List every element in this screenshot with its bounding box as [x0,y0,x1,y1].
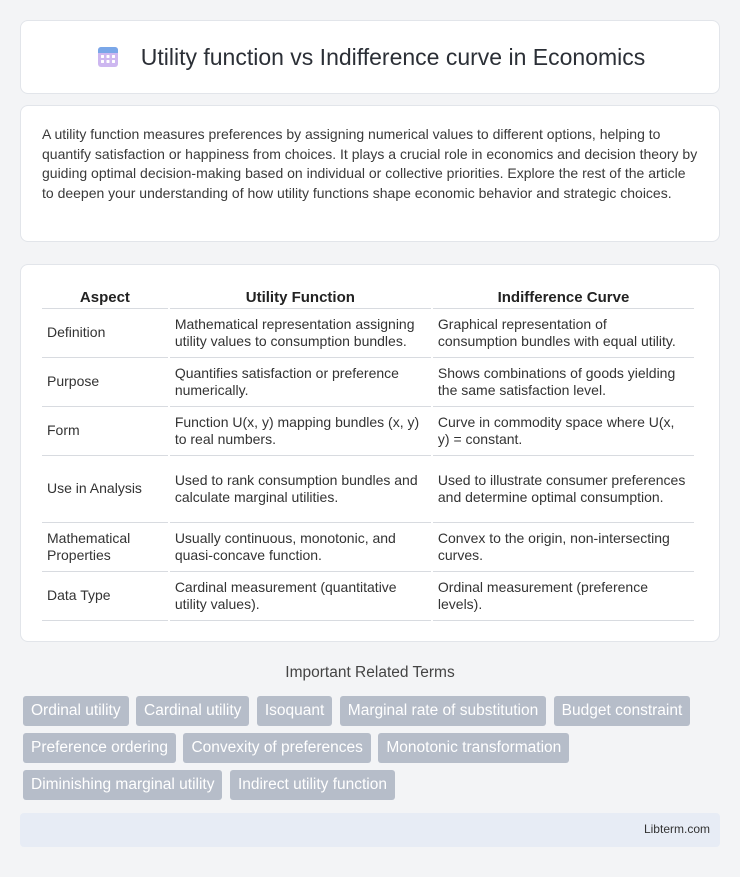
table-row [42,407,694,456]
table-cell: Purpose [42,358,168,407]
table-cell: Quantifies satisfaction or preference numerically. [170,358,431,407]
table-cell: Usually continuous, monotonic, and quasi-concave function. [170,523,431,572]
table-cell: Used to illustrate consumer preferences and determine optimal consumption. [433,456,694,523]
footer-site-link[interactable]: Libterm.com [643,822,710,836]
calendar-icon [95,44,121,70]
table-header-row [42,285,694,309]
related-term-tag[interactable]: Budget constraint [554,696,691,726]
table-row [42,523,694,572]
table-row [42,456,694,523]
column-header-aspect: Aspect [42,285,168,309]
table-cell: Cardinal measurement (quantitative utility values). [170,572,431,621]
table-row [42,358,694,407]
related-term-tag[interactable]: Monotonic transformation [378,733,569,763]
related-term-tag[interactable]: Marginal rate of substitution [340,696,546,726]
related-term-tag[interactable]: Isoquant [257,696,332,726]
intro-text: A utility function measures preferences by assigning numerical values to different options, helping to quantify satisfaction or happiness from choices. It plays a crucial role in economics and decision theory by guiding optimal decision-making based on individual or collective priorities. Explore the rest of the article to deepen your understanding of how utility functions shape economic behavior and strategic choices. [42,126,698,201]
related-term-tag[interactable]: Diminishing marginal utility [23,770,222,800]
table-cell: Function U(x, y) mapping bundles (x, y) to real numbers. [170,407,431,456]
related-term-tag[interactable]: Cardinal utility [136,696,249,726]
column-header-indifference-curve: Indifference Curve [433,285,694,309]
intro-card [20,105,720,242]
comparison-table-card [20,264,720,642]
table-cell: Mathematical representation assigning utility values to consumption bundles. [170,309,431,358]
table-cell: Used to rank consumption bundles and calculate marginal utilities. [170,456,431,523]
footer [20,813,720,847]
related-term-tag[interactable]: Preference ordering [23,733,176,763]
table-cell: Convex to the origin, non-intersecting curves. [433,523,694,572]
table-cell: Definition [42,309,168,358]
page-title: Utility function vs Indifference curve in Economics [140,43,646,70]
related-term-tag[interactable]: Indirect utility function [230,770,395,800]
table-cell: Form [42,407,168,456]
table-row [42,572,694,621]
table-row [42,309,694,358]
table-cell: Data Type [42,572,168,621]
related-terms-list [23,696,723,807]
related-term-tag[interactable]: Convexity of preferences [183,733,370,763]
table-cell: Curve in commodity space where U(x, y) = constant. [433,407,694,456]
related-term-tag[interactable]: Ordinal utility [23,696,129,726]
table-cell: Ordinal measurement (preference levels). [433,572,694,621]
table-cell: Mathematical Properties [42,523,168,572]
table-cell: Shows combinations of goods yielding the same satisfaction level. [433,358,694,407]
column-header-utility-function: Utility Function [170,285,431,309]
related-terms-title: Important Related Terms [285,664,455,681]
comparison-table [40,285,696,621]
table-cell: Graphical representation of consumption bundles with equal utility. [433,309,694,358]
header-card [20,20,720,94]
table-cell: Use in Analysis [42,456,168,523]
